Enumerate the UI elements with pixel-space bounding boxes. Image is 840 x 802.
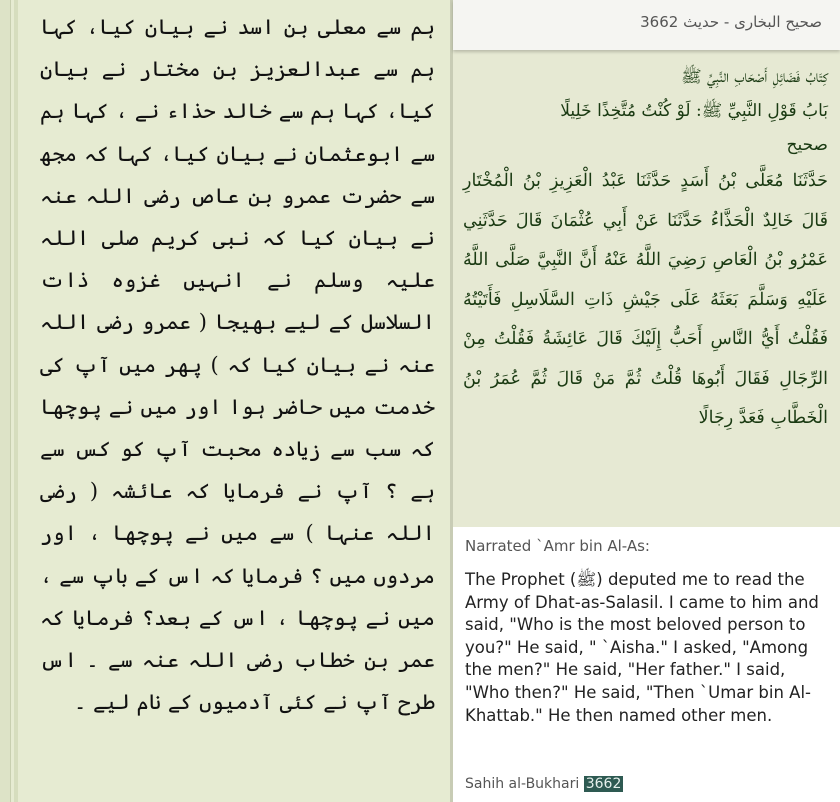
hadith-panel	[453, 0, 840, 802]
urdu-translation-text: ہم سے معلی بن اسد نے بیان کیا، کہا ہم سے عبدالعزیز بن مختار نے بیان کیا، کہا ہم سے خالد حذاء نے ، کہا ہم سے ابوعثمان نے بیان کیا، کہا کہ مجھ سے حضرت عمرو بن عاص رضی اللہ عنہ نے بیان کیا کہ نبی کریم صلی اللہ علیہ وسلم نے انہیں غزوہ ذات السلاسل کے لیے بھیجا ( عمرو رضی اللہ عنہ نے بیان کیا کہ ) پھر میں آپ کی خدمت میں حاضر ہوا اور میں نے پوچھا کہ سب سے زیادہ محبت آپ کو کس سے ہے ؟ آپ نے فرمایا کہ عائشہ ( رضی اللہ عنہا ) سے میں نے پوچھا ، اور مردوں میں ؟ فرمایا کہ اس کے باپ سے ، میں نے پوچھا ، اس کے بعد؟ فرمایا کہ عمر بن خطاب رضی اللہ عنہ سے ۔ اس طرح آپ نے کئی آدمیوں کے نام لیے ۔	[40, 15, 435, 715]
narrator-line: Narrated `Amr bin Al-As:	[465, 537, 650, 555]
reference-number[interactable]: 3662	[585, 776, 622, 792]
urdu-translation	[40, 0, 435, 802]
reference-label[interactable]: Sahih al-Bukhari	[465, 776, 580, 792]
arabic-block	[463, 60, 828, 439]
chapter-title: بَابُ قَوْلِ النَّبِيِّ ﷺ: لَوْ كُنْتُ مُتَّخِذًا خَلِيلًا	[560, 101, 828, 121]
urdu-border-inner	[14, 0, 18, 802]
hadith-grade: صحیح	[786, 135, 828, 155]
arabic-hadith-text: حَدَّثَنَا مُعَلَّى بْنُ أَسَدٍ حَدَّثَنَا عَبْدُ الْعَزِيزِ بْنُ الْمُخْتَارِ قَالَ خَالِدٌ الْحَذَّاءُ حَدَّثَنَا عَنْ أَبِي عُثْمَانَ قَالَ حَدَّثَنِي عَمْرُو بْنُ الْعَاصِ رَضِيَ اللَّهُ عَنْهُ أَنَّ النَّبِيَّ صَلَّى اللَّهُ عَلَيْهِ وَسَلَّمَ بَعَثَهُ عَلَى جَيْشِ ذَاتِ السَّلَاسِلِ فَأَتَيْتُهُ فَقُلْتُ أَيُّ النَّاسِ أَحَبُّ إِلَيْكَ قَالَ عَائِشَةُ فَقُلْتُ مِنْ الرِّجَالِ فَقَالَ أَبُوهَا قُلْتُ ثُمَّ مَنْ قَالَ ثُمَّ عُمَرُ بْنُ الْخَطَّابِ فَعَدَّ رِجَالًا	[463, 171, 828, 428]
english-card	[453, 527, 840, 802]
reference	[465, 776, 623, 792]
header-bar	[453, 0, 840, 50]
book-title: كِتَابُ فَضَائِلِ أَصْحَابِ النَّبِيِّ ﷺ	[681, 67, 828, 87]
urdu-border-outer	[0, 0, 11, 802]
english-hadith-text: The Prophet (ﷺ) deputed me to read the Army of Dhat-as-Salasil. I came to him and said, "Who is the most beloved person to you?" He said, " `Aisha." I asked, "Among the men?" He said, "Her father." I said, "Who then?" He said, "Then `Umar bin Al-Khattab." He then named other men.	[465, 570, 819, 725]
hadith-title: صحیح البخاری - حدیث 3662	[640, 13, 822, 31]
